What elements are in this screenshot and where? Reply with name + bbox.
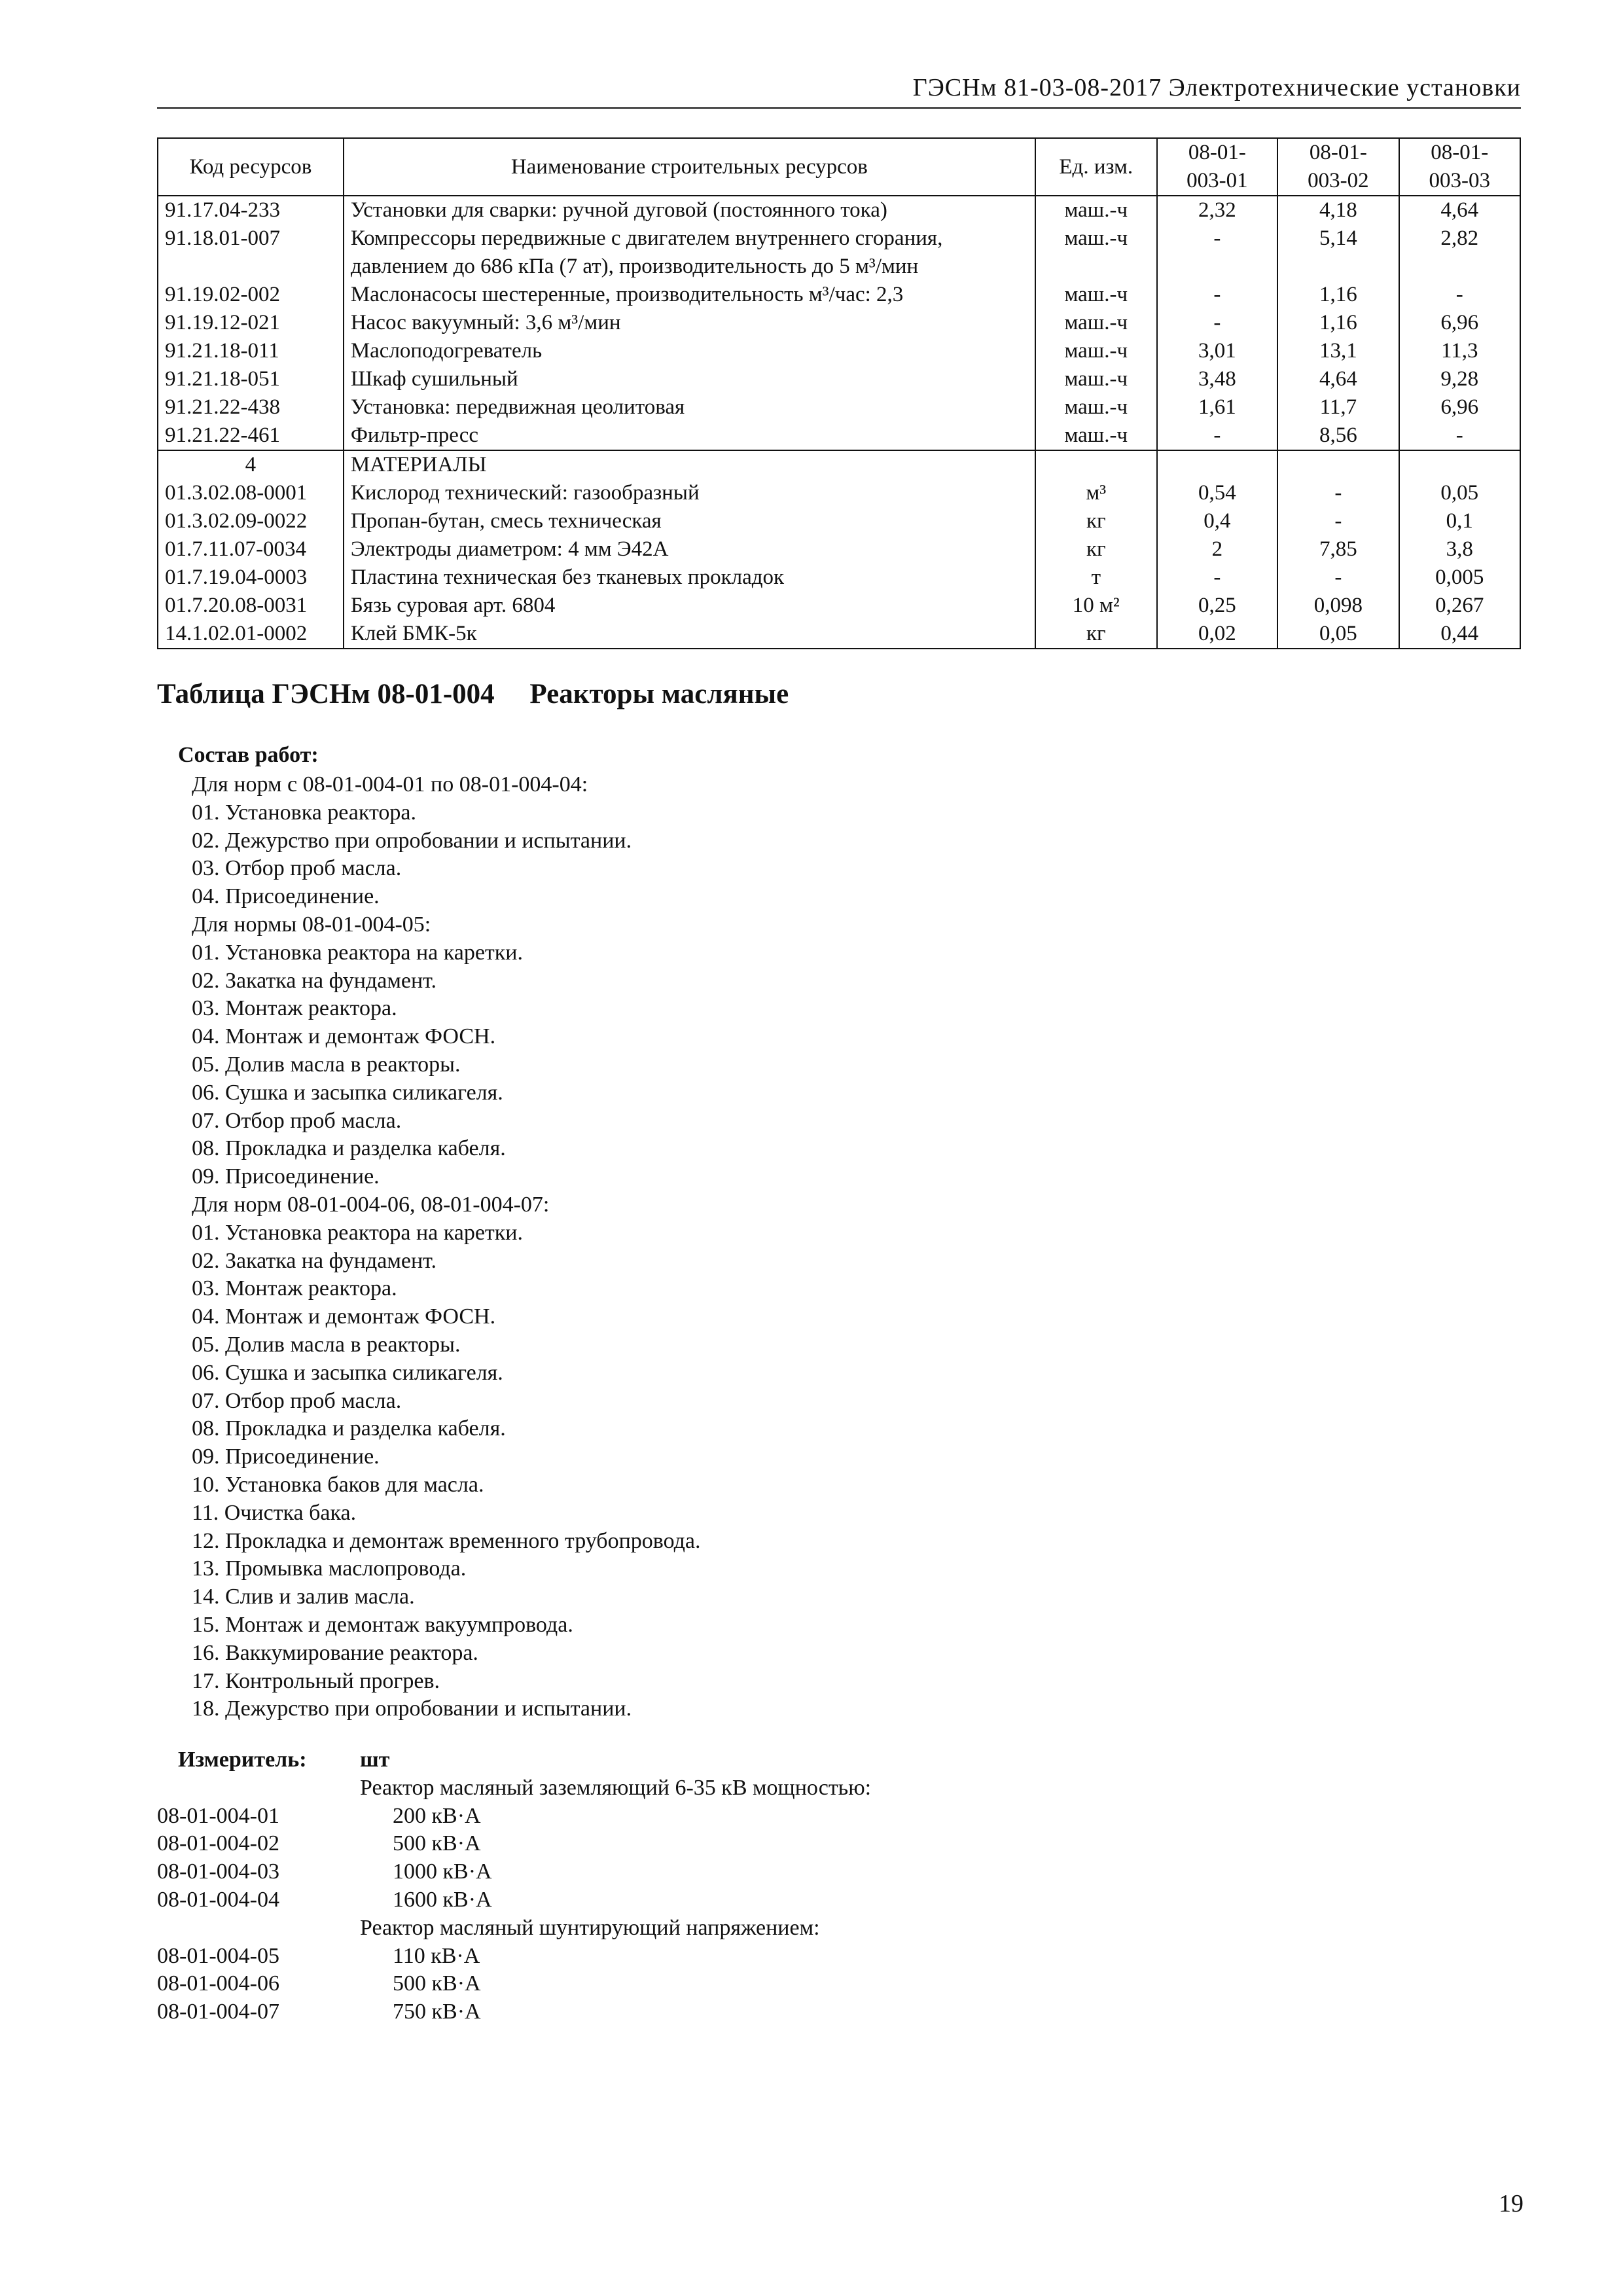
work-item: 04. Монтаж и демонтаж ФОСН.	[192, 1304, 496, 1329]
resource-unit: маш.-ч	[1035, 224, 1157, 281]
resource-value-1: 1,61	[1157, 393, 1277, 422]
norm-value: 750 кВ·А	[393, 2000, 481, 2024]
resource-value-2: 5,14	[1277, 224, 1399, 281]
work-item: 07. Отбор проб масла.	[192, 1388, 402, 1413]
resource-value-2: 4,64	[1277, 365, 1399, 393]
resource-value-3: -	[1399, 422, 1520, 450]
resource-value-3: 9,28	[1399, 365, 1520, 393]
resource-unit: кг	[1035, 620, 1157, 649]
table-row	[158, 507, 1520, 535]
table-row	[158, 337, 1520, 365]
work-item: 10. Установка баков для масла.	[192, 1472, 484, 1497]
group2-title: Реактор масляный шунтирующий напряжением:	[360, 1915, 820, 1940]
resource-code: 01.3.02.09-0022	[158, 507, 344, 535]
work-item: 09. Присоединение.	[192, 1444, 380, 1469]
work-item: Для нормы 08-01-004-05:	[192, 912, 431, 937]
resource-code: 91.19.12-021	[158, 309, 344, 337]
resource-unit: маш.-ч	[1035, 196, 1157, 224]
work-item: 09. Присоединение.	[192, 1164, 380, 1189]
col-header-norm-2-line-2: 003-02	[1308, 169, 1369, 192]
resource-value-1: -	[1157, 309, 1277, 337]
materials-body	[158, 450, 1520, 649]
section-heading	[157, 678, 789, 710]
section-title: МАТЕРИАЛЫ	[344, 450, 1035, 479]
table-row	[158, 196, 1520, 224]
work-item: 03. Монтаж реактора.	[192, 996, 397, 1021]
table-row	[158, 535, 1520, 564]
meter-unit: шт	[360, 1748, 390, 1772]
resource-value-2: 4,18	[1277, 196, 1399, 224]
work-composition-list	[192, 771, 701, 1723]
resource-unit: кг	[1035, 507, 1157, 535]
table-title: Реакторы масляные	[529, 679, 789, 709]
resource-value-2: -	[1277, 507, 1399, 535]
resource-value-3: -	[1399, 281, 1520, 309]
norm-value: 1600 кВ·А	[393, 1887, 492, 1912]
table-label: Таблица ГЭСНм 08-01-004	[157, 679, 495, 709]
table-row	[158, 422, 1520, 450]
norm-value: 1000 кВ·А	[393, 1859, 492, 1884]
resource-unit: маш.-ч	[1035, 393, 1157, 422]
resource-name: Пластина техническая без тканевых прокладок	[344, 564, 1035, 592]
resource-name: Маслоподогреватель	[344, 337, 1035, 365]
norm-code: 08-01-004-03	[157, 1859, 279, 1884]
resource-value-1: -	[1157, 422, 1277, 450]
table-row	[158, 592, 1520, 620]
work-item: 05. Долив масла в реакторы.	[192, 1332, 461, 1357]
resource-name: Фильтр-пресс	[344, 422, 1035, 450]
resource-code: 01.7.19.04-0003	[158, 564, 344, 592]
resource-value-2: 13,1	[1277, 337, 1399, 365]
col-header-name: Наименование строительных ресурсов	[344, 138, 1035, 196]
resource-code: 91.18.01-007	[158, 224, 344, 281]
resource-name: Бязь суровая арт. 6804	[344, 592, 1035, 620]
resource-table	[157, 137, 1521, 649]
col-header-norm-3	[1399, 138, 1520, 196]
resource-name: Кислород технический: газообразный	[344, 479, 1035, 507]
resource-code: 01.7.11.07-0034	[158, 535, 344, 564]
section-number: 4	[158, 450, 344, 479]
norm-code: 08-01-004-02	[157, 1831, 279, 1856]
meter-label: Измеритель:	[178, 1748, 307, 1772]
work-item: 18. Дежурство при опробовании и испытании.	[192, 1696, 632, 1721]
empty-cell	[1157, 450, 1277, 479]
col-header-norm-1-line-1: 08-01-	[1188, 141, 1246, 164]
norm-code: 08-01-004-06	[157, 1971, 279, 1996]
running-header: ГЭСНм 81-03-08-2017 Электротехнические установки	[157, 73, 1521, 109]
work-composition-label: Состав работ:	[178, 743, 319, 767]
work-item: 16. Ваккумирование реактора.	[192, 1640, 478, 1665]
resource-code: 01.3.02.08-0001	[158, 479, 344, 507]
work-item: 02. Закатка на фундамент.	[192, 1248, 437, 1273]
resource-value-3: 3,8	[1399, 535, 1520, 564]
resource-code: 91.21.22-461	[158, 422, 344, 450]
resource-unit: т	[1035, 564, 1157, 592]
resource-value-3: 0,44	[1399, 620, 1520, 649]
resource-value-1: -	[1157, 224, 1277, 281]
norm-code: 08-01-004-04	[157, 1887, 279, 1912]
norm-code: 08-01-004-05	[157, 1943, 279, 1968]
table-row	[158, 365, 1520, 393]
norm-value: 110 кВ·А	[393, 1943, 480, 1968]
resource-unit: маш.-ч	[1035, 365, 1157, 393]
resource-value-1: -	[1157, 564, 1277, 592]
col-header-unit: Ед. изм.	[1035, 138, 1157, 196]
work-item: Для норм с 08-01-004-01 по 08-01-004-04:	[192, 772, 588, 797]
table-row	[158, 479, 1520, 507]
resource-value-3: 0,05	[1399, 479, 1520, 507]
resource-value-2: 8,56	[1277, 422, 1399, 450]
resource-value-2: -	[1277, 479, 1399, 507]
col-header-norm-3-line-2: 003-03	[1429, 169, 1491, 192]
work-item: 04. Присоединение.	[192, 884, 380, 909]
col-header-code: Код ресурсов	[158, 138, 344, 196]
resource-code: 14.1.02.01-0002	[158, 620, 344, 649]
resource-value-1: 0,54	[1157, 479, 1277, 507]
resource-value-2: 0,05	[1277, 620, 1399, 649]
empty-cell	[1035, 450, 1157, 479]
table-row	[158, 620, 1520, 649]
col-header-norm-1-line-2: 003-01	[1186, 169, 1248, 192]
resource-code: 91.17.04-233	[158, 196, 344, 224]
work-item: 01. Установка реактора.	[192, 800, 416, 825]
work-item: 15. Монтаж и демонтаж вакуумпровода.	[192, 1612, 573, 1637]
work-item: 14. Слив и залив масла.	[192, 1585, 415, 1609]
group1-title: Реактор масляный заземляющий 6-35 кВ мощностью:	[360, 1775, 872, 1800]
resource-value-1: -	[1157, 281, 1277, 309]
resource-value-2: 0,098	[1277, 592, 1399, 620]
resource-value-3: 0,1	[1399, 507, 1520, 535]
work-item: 02. Закатка на фундамент.	[192, 968, 437, 993]
col-header-norm-1	[1157, 138, 1277, 196]
resource-name: Установка: передвижная цеолитовая	[344, 393, 1035, 422]
resource-name	[344, 224, 1035, 281]
machines-body	[158, 196, 1520, 450]
work-item: 13. Промывка маслопровода.	[192, 1556, 467, 1581]
resource-name: Насос вакуумный: 3,6 м³/мин	[344, 309, 1035, 337]
resource-code: 91.21.18-011	[158, 337, 344, 365]
resource-value-1: 0,4	[1157, 507, 1277, 535]
table-row	[158, 393, 1520, 422]
work-item: 01. Установка реактора на каретки.	[192, 940, 523, 965]
table-row	[158, 564, 1520, 592]
resource-name: Клей БМК-5к	[344, 620, 1035, 649]
resource-name: Электроды диаметром: 4 мм Э42А	[344, 535, 1035, 564]
resource-value-1: 0,02	[1157, 620, 1277, 649]
resource-code: 91.21.18-051	[158, 365, 344, 393]
empty-cell	[1277, 450, 1399, 479]
resource-value-3: 0,005	[1399, 564, 1520, 592]
resource-value-3: 6,96	[1399, 393, 1520, 422]
resource-unit: маш.-ч	[1035, 422, 1157, 450]
norm-value: 500 кВ·А	[393, 1831, 481, 1856]
work-item: 07. Отбор проб масла.	[192, 1108, 402, 1133]
work-item: 03. Монтаж реактора.	[192, 1276, 397, 1301]
work-item: 08. Прокладка и разделка кабеля.	[192, 1136, 506, 1161]
table-header-row	[158, 138, 1520, 196]
resource-name: Пропан-бутан, смесь техническая	[344, 507, 1035, 535]
resource-unit: маш.-ч	[1035, 309, 1157, 337]
norm-code: 08-01-004-01	[157, 1803, 279, 1828]
norm-value: 200 кВ·А	[393, 1803, 481, 1828]
resource-value-1: 3,01	[1157, 337, 1277, 365]
resource-value-1: 2	[1157, 535, 1277, 564]
resource-value-3: 11,3	[1399, 337, 1520, 365]
work-item: 11. Очистка бака.	[192, 1500, 357, 1525]
resource-unit: маш.-ч	[1035, 281, 1157, 309]
resource-name: Установки для сварки: ручной дуговой (постоянного тока)	[344, 196, 1035, 224]
resource-value-3: 0,267	[1399, 592, 1520, 620]
resource-code: 01.7.20.08-0031	[158, 592, 344, 620]
norm-value: 500 кВ·А	[393, 1971, 481, 1996]
resource-value-2: 1,16	[1277, 281, 1399, 309]
resource-unit: кг	[1035, 535, 1157, 564]
col-header-norm-2-line-1: 08-01-	[1309, 141, 1367, 164]
resource-unit: маш.-ч	[1035, 337, 1157, 365]
work-item: 05. Долив масла в реакторы.	[192, 1052, 461, 1077]
resource-unit: м³	[1035, 479, 1157, 507]
resource-value-3: 6,96	[1399, 309, 1520, 337]
table-row	[158, 309, 1520, 337]
resource-value-1: 2,32	[1157, 196, 1277, 224]
col-header-norm-2	[1277, 138, 1399, 196]
resource-value-3: 4,64	[1399, 196, 1520, 224]
page-number: 19	[1499, 2190, 1524, 2217]
resource-value-2: 11,7	[1277, 393, 1399, 422]
resource-code: 91.19.02-002	[158, 281, 344, 309]
resource-name: Маслонасосы шестеренные, производительность м³/час: 2,3	[344, 281, 1035, 309]
work-item: 01. Установка реактора на каретки.	[192, 1220, 523, 1245]
work-item: 02. Дежурство при опробовании и испытании.	[192, 828, 632, 853]
resource-value-2: 1,16	[1277, 309, 1399, 337]
resource-name-line-2: давлением до 686 кПа (7 ат), производительность до 5 м³/мин	[350, 255, 919, 278]
work-item: 06. Сушка и засыпка силикагеля.	[192, 1360, 503, 1385]
work-item: 12. Прокладка и демонтаж временного трубопровода.	[192, 1528, 701, 1553]
col-header-norm-3-line-1: 08-01-	[1431, 141, 1489, 164]
work-item: 04. Монтаж и демонтаж ФОСН.	[192, 1024, 496, 1049]
resource-value-2: 7,85	[1277, 535, 1399, 564]
work-item: 03. Отбор проб масла.	[192, 856, 402, 881]
table-row	[158, 281, 1520, 309]
materials-section-row	[158, 450, 1520, 479]
resource-value-1: 3,48	[1157, 365, 1277, 393]
work-item: 06. Сушка и засыпка силикагеля.	[192, 1080, 503, 1105]
work-item: Для норм 08-01-004-06, 08-01-004-07:	[192, 1192, 550, 1217]
resource-code: 91.21.22-438	[158, 393, 344, 422]
resource-name-line-1: Компрессоры передвижные с двигателем внутреннего сгорания,	[350, 226, 943, 250]
resource-unit: 10 м²	[1035, 592, 1157, 620]
resource-value-2: -	[1277, 564, 1399, 592]
table-row	[158, 224, 1520, 281]
empty-cell	[1399, 450, 1520, 479]
work-item: 08. Прокладка и разделка кабеля.	[192, 1416, 506, 1441]
norm-code: 08-01-004-07	[157, 2000, 279, 2024]
work-item: 17. Контрольный прогрев.	[192, 1668, 440, 1693]
resource-value-1: 0,25	[1157, 592, 1277, 620]
resource-name: Шкаф сушильный	[344, 365, 1035, 393]
resource-value-3: 2,82	[1399, 224, 1520, 281]
